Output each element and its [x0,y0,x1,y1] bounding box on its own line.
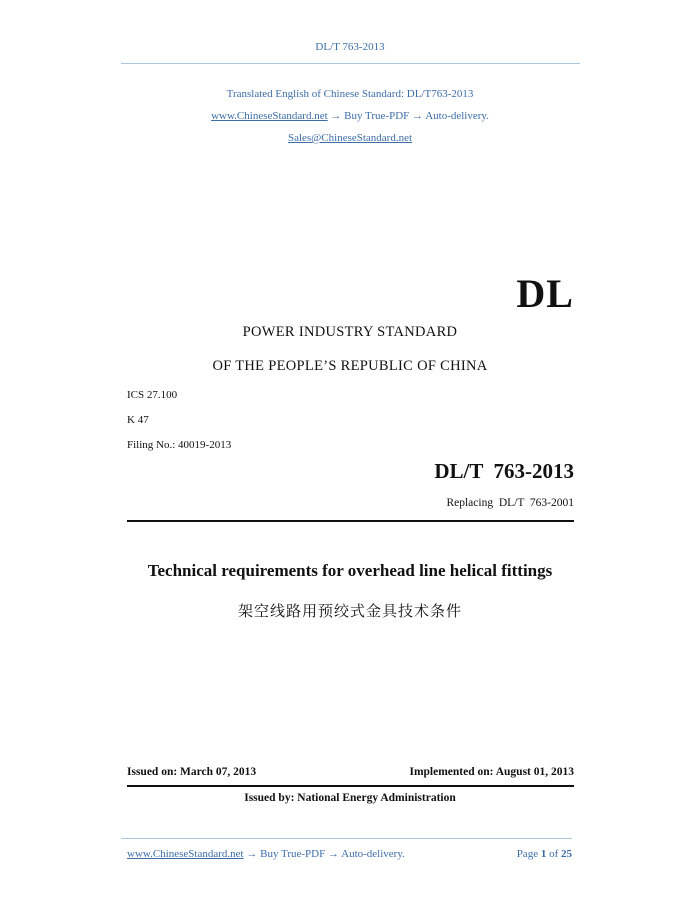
code-divider [127,520,574,522]
footer-buy-text: Buy True-PDF [260,848,326,860]
promo-line [0,110,700,122]
document-title-chinese: 架空线路用预绞式金具技术条件 [237,602,462,620]
sales-line [0,132,700,144]
auto-delivery-text: Auto-delivery. [425,110,489,122]
buy-pdf-text: Buy True-PDF [344,110,410,122]
implemented-date: Implemented on: August 01, 2013 [409,766,574,778]
site-link[interactable]: www.ChineseStandard.net [211,110,328,122]
page-label: Page [516,848,539,860]
standard-country: OF THE PEOPLE’S REPUBLIC OF CHINA [212,358,488,374]
ics-code: ICS 27.100 [127,389,178,401]
issuing-authority: Issued by: National Energy Administration [244,792,456,804]
dl-logo: DL [516,271,574,316]
header-divider [121,63,580,64]
page-of: of [549,848,559,860]
sales-email-link[interactable]: Sales@ChineseStandard.net [287,132,413,144]
replacing-standard: Replacing DL/T 763-2001 [446,497,574,509]
page-current: 1 [540,848,547,860]
standard-type: POWER INDUSTRY STANDARD [242,324,458,340]
footer-promo [127,848,405,860]
translation-notice: Translated English of Chinese Standard: DL/T763-2013 [226,88,474,100]
dates-divider [127,785,574,787]
page-number [517,848,572,860]
footer-site-link[interactable]: www.ChineseStandard.net [127,848,244,860]
standard-code: DL/T 763-2013 [434,459,574,483]
filing-number: Filing No.: 40019-2013 [127,439,232,451]
page-total: 25 [561,848,572,860]
document-title: Technical requirements for overhead line helical fittings [147,561,553,580]
running-header: DL/T 763-2013 [315,41,385,53]
arrow-right-icon: → [327,848,339,860]
arrow-right-icon: → [330,110,342,122]
footer-divider [121,838,572,839]
arrow-right-icon: → [412,110,424,122]
footer-delivery-text: Auto-delivery. [341,848,405,860]
arrow-right-icon: → [246,848,258,860]
issued-date: Issued on: March 07, 2013 [127,766,257,778]
k-code: K 47 [127,414,149,426]
